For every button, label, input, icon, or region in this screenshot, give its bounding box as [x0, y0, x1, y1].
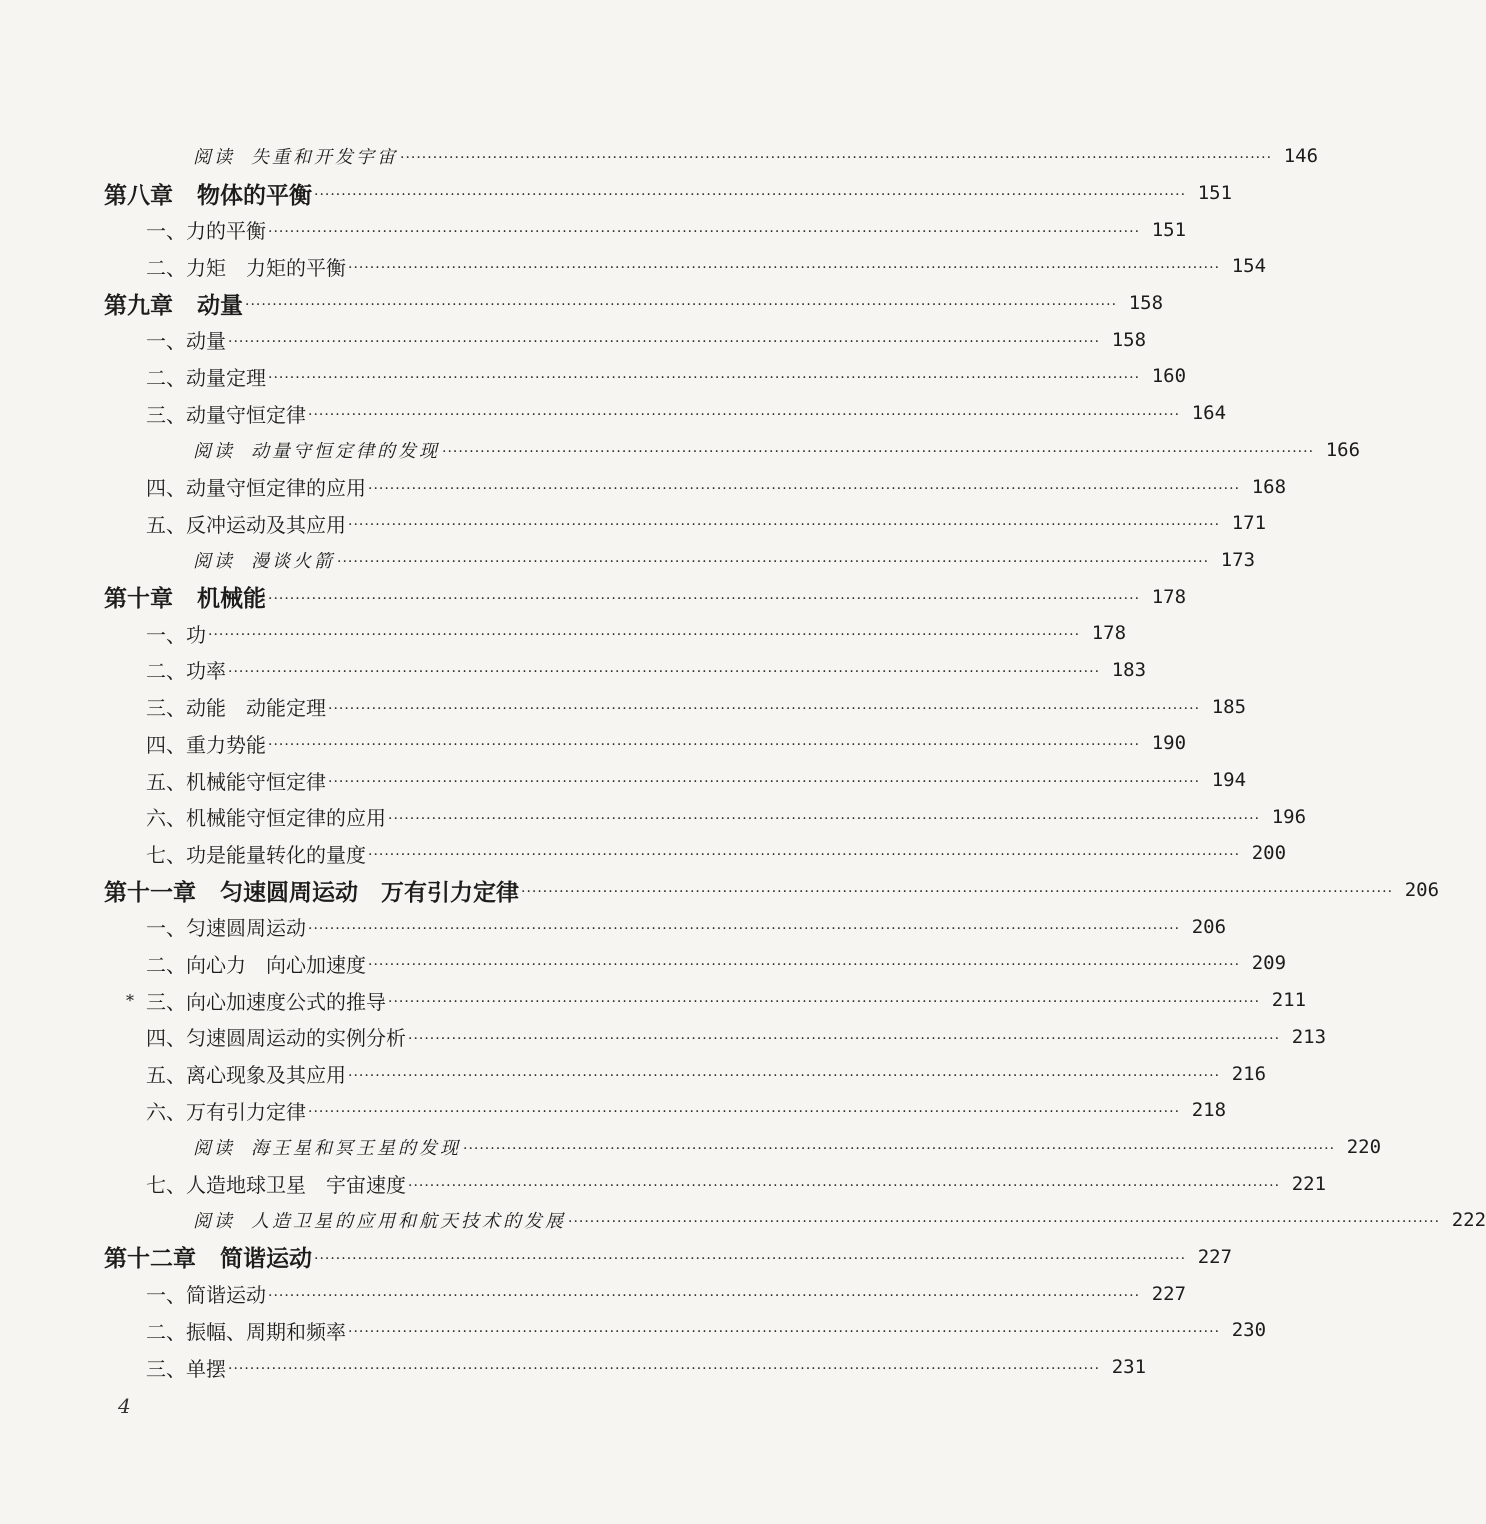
toc-label: 七、	[146, 1173, 186, 1198]
table-of-contents	[0, 138, 1486, 1385]
toc-label: 第九章	[104, 292, 173, 319]
toc-chapter-title	[0, 1240, 312, 1273]
toc-title-text: 机械能守恒定律的应用	[186, 806, 386, 831]
toc-label: 阅读	[193, 440, 235, 462]
toc-section-title	[0, 252, 346, 281]
toc-section-row	[0, 615, 1127, 652]
toc-page-number: 158	[1111, 328, 1147, 351]
toc-page-number: 178	[1151, 585, 1187, 608]
toc-chapter-title	[0, 874, 519, 907]
toc-section-row	[0, 1312, 1267, 1349]
toc-section-row	[0, 358, 1187, 395]
toc-title-text: 重力势能	[186, 732, 266, 757]
toc-label: 阅读	[193, 1211, 235, 1233]
toc-section-row	[0, 908, 1227, 945]
toc-title-text: 匀速圆周运动 万有引力定律	[220, 879, 519, 906]
toc-chapter-row	[0, 175, 1233, 212]
toc-title-text: 力的平衡	[186, 219, 266, 244]
toc-section-row	[0, 1055, 1267, 1092]
toc-section-title	[0, 472, 366, 501]
toc-title-text: 简谐运动	[220, 1246, 312, 1273]
toc-chapter-title	[0, 287, 243, 320]
toc-title-text: 匀速圆周运动的实例分析	[186, 1026, 406, 1051]
toc-section-title	[0, 1096, 306, 1125]
toc-title-text: 力矩 力矩的平衡	[186, 255, 346, 280]
toc-label: 三、	[146, 1356, 186, 1381]
toc-section-row	[0, 835, 1287, 872]
toc-title-text: 海王星和冥王星的发现	[251, 1137, 461, 1159]
toc-title-text: 动量定理	[186, 365, 266, 390]
toc-page-number: 178	[1091, 622, 1127, 645]
toc-title-text: 机械能	[197, 586, 266, 613]
toc-chapter-row	[0, 1239, 1233, 1276]
toc-section-row	[0, 1165, 1327, 1202]
dot-leader: ································································································································································	[368, 957, 1241, 974]
toc-section-title	[0, 839, 366, 868]
toc-title-text: 动量守恒定律的应用	[186, 476, 366, 501]
dot-leader: ································································································································································	[268, 223, 1141, 240]
toc-label: 二、	[146, 365, 186, 390]
toc-page-number: 146	[1283, 145, 1319, 168]
toc-page-number: 183	[1111, 658, 1147, 681]
dot-leader: ································································································································································	[308, 1104, 1181, 1121]
toc-page-number: 206	[1404, 879, 1440, 902]
toc-reading-row	[0, 138, 1319, 175]
toc-label: 三、	[146, 696, 186, 721]
toc-page-number: 166	[1325, 438, 1361, 461]
dot-leader: ································································································································································	[348, 517, 1221, 534]
toc-section-title	[0, 986, 386, 1015]
toc-section-title	[0, 362, 266, 391]
toc-chapter-title	[0, 177, 312, 210]
toc-title-text: 简谐运动	[186, 1283, 266, 1308]
toc-title-text: 向心加速度公式的推导	[186, 989, 386, 1014]
toc-title-text: 功	[186, 622, 206, 647]
toc-section-title	[0, 619, 206, 648]
dot-leader: ································································································································································	[368, 847, 1241, 864]
dot-leader: ································································································································································	[348, 260, 1221, 277]
toc-section-row	[0, 652, 1147, 689]
dot-leader: ································································································································································	[268, 737, 1141, 754]
toc-title-text: 匀速圆周运动	[186, 916, 306, 941]
dot-leader: ································································································································································	[442, 443, 1315, 460]
toc-page-number: 227	[1197, 1245, 1233, 1268]
toc-page-number: 222	[1451, 1209, 1486, 1232]
toc-section-row	[0, 688, 1247, 725]
toc-label: 四、	[146, 476, 186, 501]
dot-leader: ································································································································································	[228, 663, 1101, 680]
toc-section-title	[0, 1169, 406, 1198]
dot-leader: ································································································································································	[521, 884, 1394, 901]
dot-leader: ································································································································································	[388, 994, 1261, 1011]
toc-label: 三、	[146, 402, 186, 427]
toc-chapter-title	[0, 580, 266, 613]
toc-section-row	[0, 1349, 1147, 1386]
toc-section-row	[0, 725, 1187, 762]
toc-page-number: 231	[1111, 1356, 1147, 1379]
toc-label: 三、	[146, 989, 186, 1014]
toc-title-text: 功率	[186, 659, 226, 684]
toc-section-row	[0, 982, 1307, 1019]
toc-label: 一、	[146, 622, 186, 647]
toc-section-title	[0, 1022, 406, 1051]
toc-section-title	[0, 1279, 266, 1308]
dot-leader: ································································································································································	[268, 1287, 1141, 1304]
toc-reading-title	[0, 437, 440, 463]
toc-page-number: 173	[1220, 548, 1256, 571]
toc-title-text: 漫谈火箭	[251, 550, 335, 572]
toc-label: 一、	[146, 916, 186, 941]
dot-leader: ································································································································································	[408, 1177, 1281, 1194]
toc-page-number: 151	[1151, 218, 1187, 241]
toc-page-number: 221	[1291, 1172, 1327, 1195]
toc-reading-title	[0, 143, 398, 169]
toc-label: 二、	[146, 1319, 186, 1344]
toc-reading-title	[0, 1134, 461, 1160]
toc-title-text: 万有引力定律	[186, 1099, 306, 1124]
toc-label: 一、	[146, 1283, 186, 1308]
toc-title-text: 功是能量转化的量度	[186, 842, 366, 867]
toc-section-title	[0, 802, 386, 831]
dot-leader: ································································································································································	[228, 1361, 1101, 1378]
toc-label: 二、	[146, 659, 186, 684]
toc-title-text: 振幅、周期和频率	[186, 1319, 346, 1344]
toc-page-number: 160	[1151, 365, 1187, 388]
toc-section-row	[0, 798, 1307, 835]
dot-leader: ································································································································································	[314, 187, 1187, 204]
dot-leader: ································································································································································	[368, 480, 1241, 497]
toc-title-text: 离心现象及其应用	[186, 1063, 346, 1088]
toc-page-number: 209	[1251, 952, 1287, 975]
toc-section-row	[0, 321, 1147, 358]
toc-label: 六、	[146, 806, 186, 831]
toc-label: 第十二章	[104, 1246, 196, 1273]
dot-leader: ································································································································································	[308, 920, 1181, 937]
toc-section-title	[0, 912, 306, 941]
toc-page-number: 216	[1231, 1062, 1267, 1085]
toc-reading-title	[0, 547, 335, 573]
toc-chapter-row	[0, 872, 1440, 909]
toc-reading-row	[0, 432, 1361, 469]
toc-chapter-row	[0, 285, 1164, 322]
toc-reading-row	[0, 1202, 1486, 1239]
toc-label: 五、	[146, 1063, 186, 1088]
toc-title-text: 动量	[186, 329, 226, 354]
toc-title-text: 动量守恒定律的发现	[251, 440, 440, 462]
dot-leader: ································································································································································	[568, 1214, 1441, 1231]
toc-label: 二、	[146, 952, 186, 977]
toc-page-number: 164	[1191, 402, 1227, 425]
toc-label: 一、	[146, 219, 186, 244]
dot-leader: ································································································································································	[328, 700, 1201, 717]
toc-page-number: 190	[1151, 732, 1187, 755]
toc-label: 第十章	[104, 586, 173, 613]
toc-page-number: 171	[1231, 512, 1267, 535]
toc-section-row	[0, 945, 1287, 982]
toc-section-title	[0, 1353, 226, 1382]
toc-label: 五、	[146, 512, 186, 537]
toc-section-title	[0, 655, 226, 684]
toc-page-number: 185	[1211, 695, 1247, 718]
toc-title-text: 人造卫星的应用和航天技术的发展	[251, 1211, 566, 1233]
dot-leader: ································································································································································	[348, 1067, 1221, 1084]
toc-section-title	[0, 1059, 346, 1088]
toc-section-title	[0, 692, 326, 721]
toc-section-title	[0, 1316, 346, 1345]
toc-page-number: 154	[1231, 255, 1267, 278]
toc-page-number: 211	[1271, 989, 1307, 1012]
optional-star-marker: *	[126, 990, 134, 1010]
toc-label: 阅读	[193, 1137, 235, 1159]
toc-label: 六、	[146, 1099, 186, 1124]
toc-section-row	[0, 762, 1247, 799]
toc-label: 第十一章	[104, 879, 196, 906]
toc-title-text: 动量	[197, 292, 243, 319]
toc-title-text: 动量守恒定律	[186, 402, 306, 427]
toc-section-title	[0, 766, 326, 795]
toc-section-title	[0, 325, 226, 354]
toc-label: 五、	[146, 769, 186, 794]
toc-section-row	[0, 248, 1267, 285]
toc-page-number: 200	[1251, 842, 1287, 865]
dot-leader: ································································································································································	[314, 1250, 1187, 1267]
toc-section-title	[0, 729, 266, 758]
toc-label: 阅读	[193, 147, 235, 169]
toc-section-row	[0, 395, 1227, 432]
toc-label: 第八章	[104, 182, 173, 209]
toc-title-text: 向心力 向心加速度	[186, 952, 366, 977]
toc-page-number: 168	[1251, 475, 1287, 498]
toc-title-text: 反冲运动及其应用	[186, 512, 346, 537]
dot-leader: ································································································································································	[348, 1324, 1221, 1341]
toc-label: 四、	[146, 1026, 186, 1051]
toc-label: 二、	[146, 255, 186, 280]
dot-leader: ································································································································································	[337, 553, 1210, 570]
toc-page-number: 194	[1211, 769, 1247, 792]
toc-title-text: 人造地球卫星 宇宙速度	[186, 1173, 406, 1198]
toc-reading-row	[0, 542, 1256, 579]
toc-title-text: 失重和开发宇宙	[251, 147, 398, 169]
dot-leader: ································································································································································	[328, 774, 1201, 791]
toc-label: 七、	[146, 842, 186, 867]
dot-leader: ································································································································································	[228, 333, 1101, 350]
toc-page-number: 151	[1197, 182, 1233, 205]
toc-section-title	[0, 509, 346, 538]
toc-section-row	[0, 505, 1267, 542]
dot-leader: ································································································································································	[245, 297, 1118, 314]
toc-page-number: 206	[1191, 915, 1227, 938]
dot-leader: ································································································································································	[308, 407, 1181, 424]
toc-page-number: 158	[1128, 292, 1164, 315]
dot-leader: ································································································································································	[208, 627, 1081, 644]
toc-page-number: 196	[1271, 805, 1307, 828]
dot-leader: ································································································································································	[268, 590, 1141, 607]
toc-label: 四、	[146, 732, 186, 757]
toc-reading-title	[0, 1207, 566, 1233]
toc-section-row	[0, 1092, 1227, 1129]
toc-page-number: 220	[1346, 1135, 1382, 1158]
dot-leader: ································································································································································	[463, 1140, 1336, 1157]
toc-section-title	[0, 399, 306, 428]
toc-section-row	[0, 211, 1187, 248]
toc-title-text: 单摆	[186, 1356, 226, 1381]
toc-page-number: 218	[1191, 1099, 1227, 1122]
toc-page-number: 230	[1231, 1319, 1267, 1342]
toc-title-text: 机械能守恒定律	[186, 769, 326, 794]
toc-title-text: 动能 动能定理	[186, 696, 326, 721]
toc-section-title	[0, 215, 266, 244]
toc-chapter-row	[0, 578, 1187, 615]
toc-title-text: 物体的平衡	[197, 182, 312, 209]
toc-label: 阅读	[193, 550, 235, 572]
dot-leader: ································································································································································	[388, 810, 1261, 827]
toc-section-row	[0, 1019, 1327, 1056]
page-number: 4	[118, 1394, 131, 1418]
dot-leader: ································································································································································	[400, 150, 1273, 167]
toc-section-row	[0, 1275, 1187, 1312]
toc-page-number: 227	[1151, 1282, 1187, 1305]
dot-leader: ································································································································································	[408, 1030, 1281, 1047]
toc-section-row	[0, 468, 1287, 505]
toc-page-number: 213	[1291, 1025, 1327, 1048]
toc-label: 一、	[146, 329, 186, 354]
toc-section-title	[0, 949, 366, 978]
dot-leader: ································································································································································	[268, 370, 1141, 387]
toc-reading-row	[0, 1129, 1382, 1166]
